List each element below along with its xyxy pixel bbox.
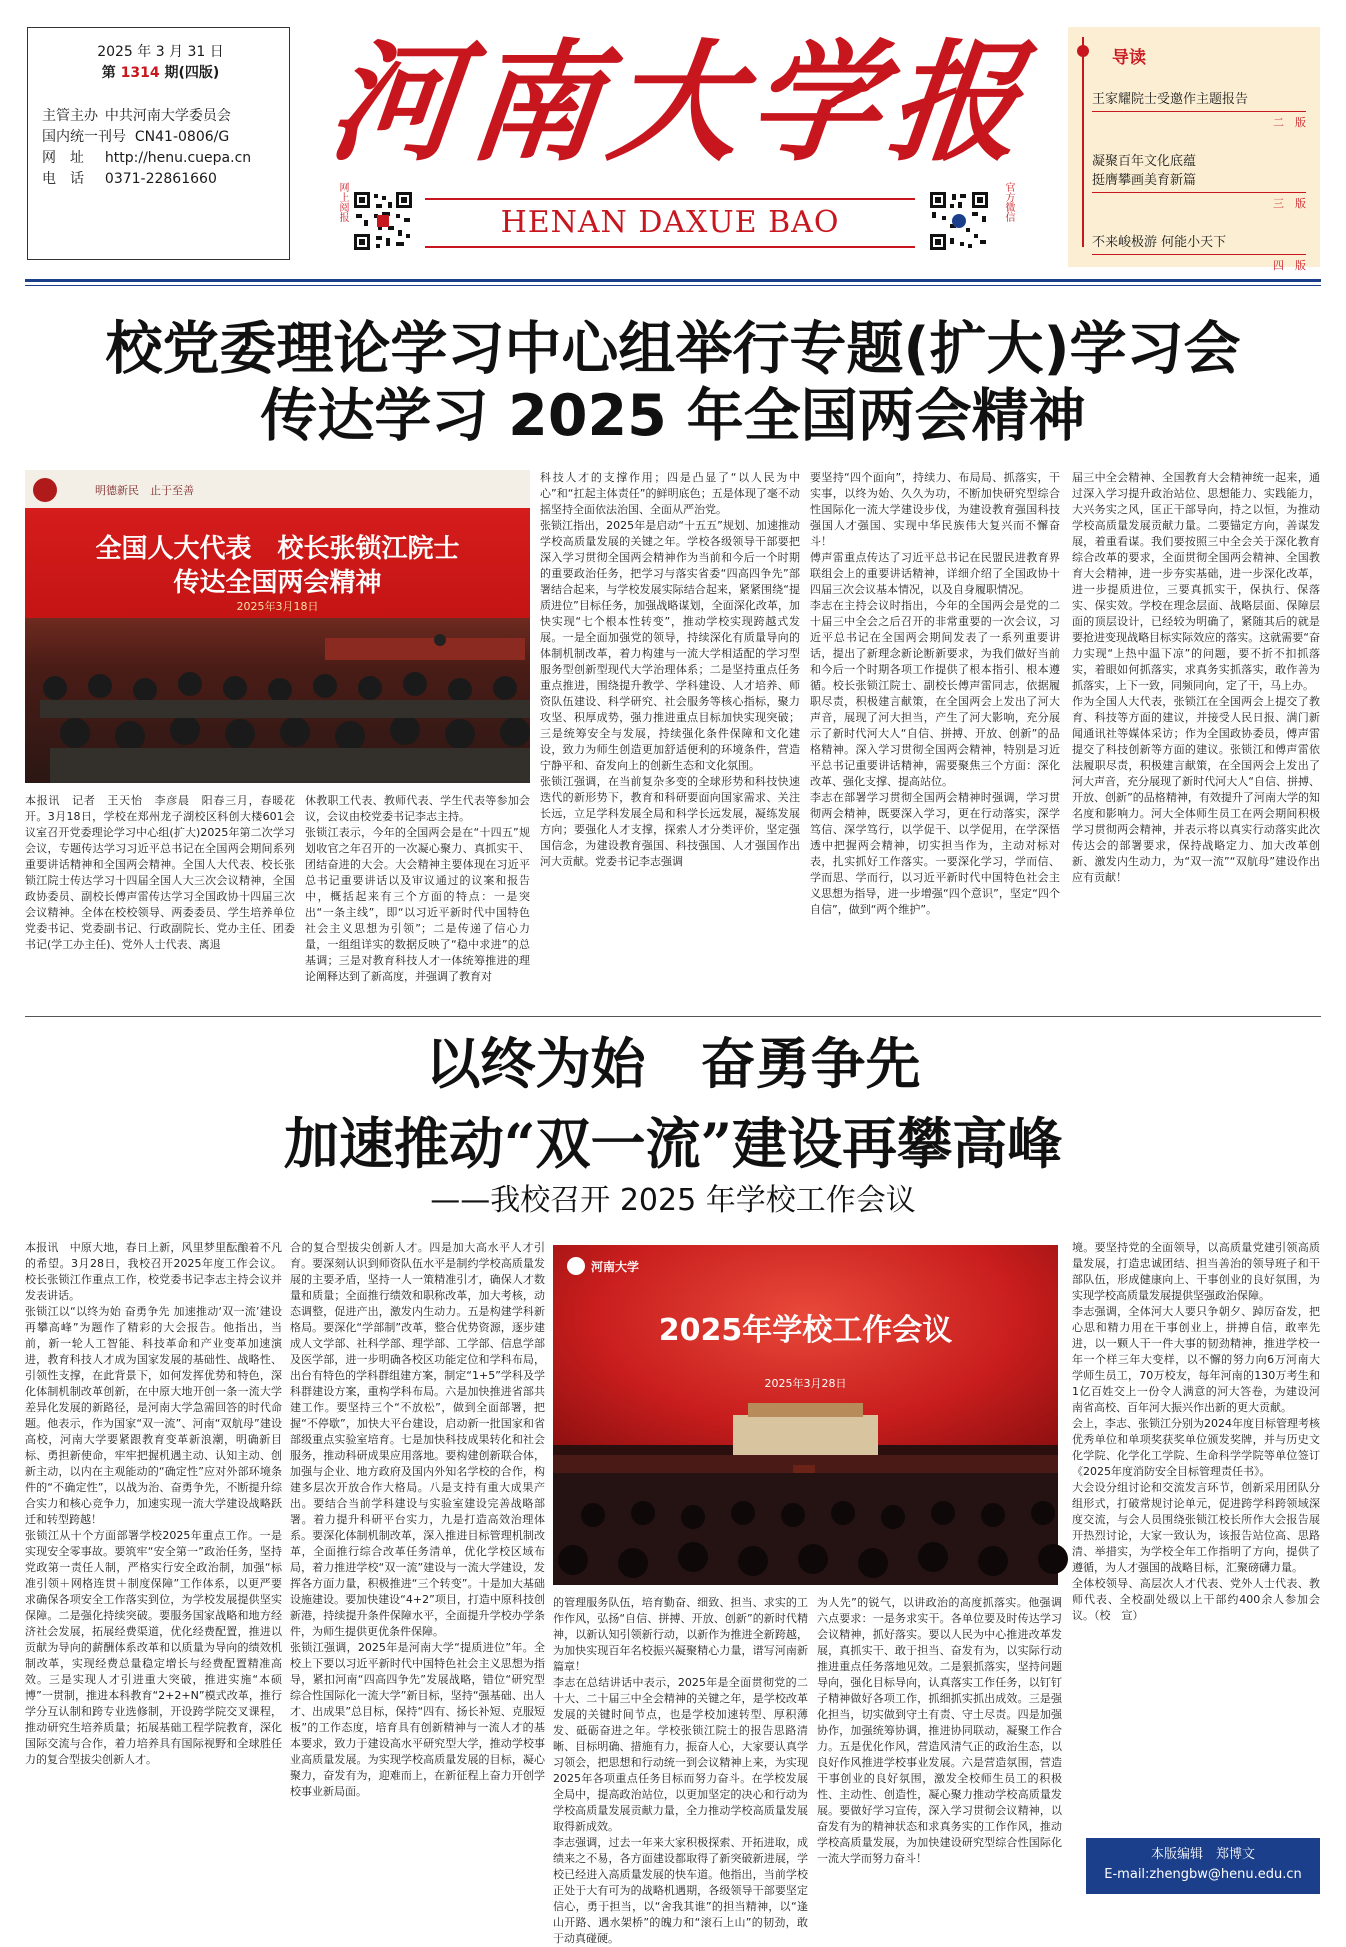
article2-column-1: 本报讯 中原大地，春日上新，风里梦里酝酿着不凡的希望。3月28日，我校召开2025年度工作会议。校长张锁江作重点工作，校党委书记李志主持会议并发表讲话。 张锁江以“以终为始 奋勇争先 加速推动‘双一流’建设再攀高峰”为题作了精彩的大会报告。他指出，当前，新一轮人工智能、科技革命和产业变革加速演进，教育科技人才成为国家发展的基础性、战略性、引领性支撑，在此背景下，如何发挥优势和特色，深化体制机制改革创新，在中原大地开创一条一流大学差异化发展的新路径，是河南大学急需回答的时代命题。他表示，作为国家“双一流”、河南“双航母”建设高校，河南大学要紧跟教育变革新浪潮，明确新目标、勇担新使命，牢牢把握机遇主动、认知主动、创新主动，以内在主观能动的“确定性”应对外部环境条件的“不确定性”，以战为治、奋勇争先，不断提升综合实力和核心竞争力，加速实现一流大学建设战略跃迁和转型跨越！ 张锁江从十个方面部署学校2025年重点工作。一是实现安全零事故。要筑牢“安全第一”政治任务，坚持党政第一责任人制，严格实行安全政治制，加强“标准引领＋网格连贯＋制度保障”工作体系，以更严要求确保各项安全工作落实到位，为学校发展提供坚实保障。二是强化持续突破。要服务国家战略和地方经济社会发展，拓展经费渠道，优化经费配置，推进以贡献为导向的薪酬体系改革和以质量为导向的绩效机制改革，实现经费总量稳定增长与经费配置精准高效。三是实现人才引进重大突破，推进实施“本硕博”一贯制，推进本科教育“2+2+N”模式改革，推行学分互认制和跨专业选修制，开设跨学院交叉课程，推动研究生培养质量；拓展基础工程学院教育，深化国际交流与合作，着力培养具有国际视野和全球胜任力的复合型拔尖创新人才。 xyxy=(25,1241,282,1766)
article1-photo-audience xyxy=(25,618,530,783)
guide-dot-icon xyxy=(1077,45,1089,57)
article1-column-3: 科技人才的支撑作用；四是凸显了“以人民为中心”和“扛起主体责任”的鲜明底色；五是体现了毫不动摇坚持全面依法治国、全面从严治党。 张锁江指出，2025年是启动“十五五”规划、加速推动学校高质量发展的关键之年。学校各级领导干部要把深入学习贯彻全国两会精神作为当前和今后一个时期的重要政治任务，把学习与落实省委“四高四争先”部署结合起来，与学校发展实际结合起来，紧紧围绕“提质进位”目标任务，加强战略谋划，全面深化改革，加快实现“七个根本性转变”，推动学校实现跨越式发展。一是全面加强党的领导，持续深化有质量导向的体制机制改革，着力构建与一流大学相适配的学习型服务型创新型现代大学治理体系；二是坚持重点任务重点推进，围绕提升教学、学科建设、人才培养、师资队伍建设、科学研究、社会服务等核心指标，聚力攻坚、积厚成势，强力推进重点目标加快实现突破；三是统筹安全与发展，持续强化条件保障和文化建设，致力为师生创造更加舒适便利的环境条件，营造宁静平和、奋发向上的创新生态和文化氛围。 张锁江强调，在当前复杂多变的全球形势和科技快速迭代的新形势下，教育和科研要面向国家需求、关注长远，立足学科发展全局和科学长远发展，凝练发展方向；要强化人才支撑，探索人才分类评价，坚定强国信念，为建设教育强国、科技强国、人才强国作出河大贡献。党委书记李志强调 xyxy=(540,471,800,868)
editor-email[interactable]: E-mail:zhengbw@henu.edu.cn xyxy=(1104,1867,1302,1882)
guide-item[interactable]: 王家耀院士受邀作主题报告 二 版 xyxy=(1092,92,1306,129)
sponsor-row: 主管主办 中共河南大学委员会 xyxy=(42,108,231,124)
article2-column-3: 的管理服务队伍，培育勤奋、细致、担当、求实的工作作风，弘扬“自信、拼搏、开放、创新”的新时代精神，以新认知引领新行动，以新作为推进全新跨越，为加快实现百年名校振兴凝聚精心力量，谱写河南新篇章！ 李志在总结讲话中表示，2025年是全面贯彻党的二十大、二十届三中全会精神的关键之年，是学校改革发展的关键时间节点，也是学校加速转型、厚积薄发、砥砺奋进之年。学校张锁江院士的报告思路清晰、目标明确、措施有力，振奋人心，大家要认真学习领会，把思想和行动统一到会议精神上来，为实现2025年各项重点任务目标而努力奋斗。在学校发展全局中，提高政治站位，以更加坚定的决心和行动为学校高质量发展贡献力量，全力推动学校高质量发展取得新成效。 李志强调，过去一年来大家积极探索、开拓进取，成绩来之不易，各方面建设都取得了新突破新进展，学校已经进入高质量发展的快车道。他指出，当前学校正处于大有可为的战略机遇期，各级领导干部要坚定信心，勇于担当，以“舍我其谁”的担当精神，以“逢山开路、遇水架桥”的魄力和“滚石上山”的韧劲，敢于动真碰硬。 xyxy=(553,1596,808,1945)
guide-title: 导读 xyxy=(1112,48,1146,68)
qr-right-label: 官方微信 xyxy=(1003,182,1014,222)
qr-left-label: 网上阅报 xyxy=(337,182,348,222)
phone-row: 电 话 0371-22861660 xyxy=(42,171,217,187)
masthead-info-box xyxy=(27,27,290,260)
title-pinyin: HENAN DAXUE BAO xyxy=(500,205,840,240)
article1-column-2: 休教职工代表、教师代表、学生代表等参加会议，会议由校党委书记李志主持。 张锁江表示，今年的全国两会是在“十四五”规划收官之年召开的一次凝心聚力、真抓实干、团结奋进的大会。大会精神主要体现在习近平总书记重要讲话以及审议通过的议案和报告中，概括起来有三个方面的特点：一是突出“一条主线”，即“以习近平新时代中国特色社会主义思想为引领”；二是传递了信心力量，一组组详实的数据反映了“稳中求进”的总基调；三是对教育科技人才一体统筹推进的理论阐释达到了新高度，并强调了教育对 xyxy=(305,794,530,983)
issue-line: 第 1314 期(四版) xyxy=(101,65,220,81)
article2-photo-stage xyxy=(553,1395,1058,1585)
article1-column-5: 届三中全会精神、全国教育大会精神统一起来，通过深入学习提升政治站位、思想能力、实践能力，大兴务实之风，匡正干部导向，持之以恒，为推动学校高质量发展贡献力量。二要锚定方向，善谋发展，着重看谋。我们要按照三中全会关于深化教育综合改革的要求，全面贯彻全国两会精神、全国教育大会精神，进一步夯实基础，进一步深化改革，进一步提质进位，三要真抓实干，保执行、保落实、保实效。学校在理念层面、战略层面、保障层面的顶层设计，已经较为明确了，紧随其后的就是要抢进变现战略目标实际效应的落实。这就需要“奋力实现“上热中温下凉”的问题，要不折不扣抓落实，着眼如何抓落实，求真务实抓落实，敢作善为抓落实，上下一致，同频同向，定了干，马上办。 作为全国人大代表，张锁江在全国两会上提交了教育、科技等方面的建议，并接受人民日报、满门新闻通讯社等媒体采访；作为全国政协委员，傅声雷提交了科技创新等方面的建议。张锁江和傅声雷依法履职尽责，积极建言献策，在全国两会上发出了河大声音，充分展现了新时代河大人“自信、拼搏、开放、创新”的品格精神，有效提升了河南大学的知名度和影响力。河大全体师生员工在两会期间积极学习贯彻两会精神，并表示将以真实行动落实此次传达会的部署要求，保持战略定力、加大改革创新、激发内生动力，为“双一流”“双航母”建设作出应有贡献！ xyxy=(1072,471,1320,884)
article2-headline: 以终为始 奋勇争先 xyxy=(425,1031,921,1096)
editor-name: 本版编辑 郑博文 xyxy=(1150,1847,1255,1862)
article2-photo: 河南大学 2025年学校工作会议 2025年3月28日 xyxy=(553,1245,1058,1585)
masthead-rule-thin xyxy=(25,285,1321,286)
article-divider xyxy=(25,1016,1321,1017)
article1-column-1: 本报讯 记者 王天怡 李彦晨 阳春三月，春暖花开。3月18日，学校在郑州龙子湖校区科创大楼601会议室召开党委理论学习中心组(扩大)2025年第二次学习会议，专题传达学习习近平总书记在全国两会期间系列重要讲话精神和全国两会精神。全国人大代表、校长张锁江院士传达学习十四届全国人大三次会议精神，全国政协委员、副校长傅声雷传达学习全国政协十四届三次会议精神。全体在校校领导、两委委员、学生培养单位党委书记、党委副书记、行政副院长、党办主任、团委书记(学工办主任)、党外人士代表、离退 xyxy=(25,794,295,951)
article2-column-5: 境。要坚持党的全面领导，以高质量党建引领高质量发展，打造忠诚团结、担当善治的领导班子和干部队伍，形成健康向上、干事创业的良好氛围，为实现学校高质量发展提供坚强政治保障。 李志强调，全体河大人要只争朝夕、踔厉奋发，把心思和精力用在干事创业上，拼搏自信，敢率先进，以一颗人干一件大事的韧劲精神，推进学校一年一个样三年大变样，以不懈的努力向6万河南大学师生员工，70万校友，每年河南的130万考生和1亿百姓交上一份令人满意的河大答卷，为建设河南省高校、百年河大振兴作出新的更大贡献。 会上，李志、张锁江分别为2024年度目标管理考核优秀单位和单项奖获奖单位颁发奖牌，并与历史文化学院、化学化工学院、生命科学学院等单位签订《2025年度消防安全目标管理责任书》。 大会设分组讨论和交流发言环节，创新采用团队分组形式，打破常规讨论单元，促进跨学科跨领域深度交流，与会人员围绕张锁江校长所作大会报告展开热烈讨论，大家一致认为，该报告站位高、思路清、举措实，为学校全年工作指明了方向，提供了遵循，为人才强国的战略目标，汇聚磅礴力量。 全体校领导、高层次人才代表、党外人士代表、教师代表、全校副处级以上干部约400余人参加会议。（校 宣） xyxy=(1072,1241,1320,1622)
qr-code-wechat[interactable] xyxy=(928,190,990,256)
web-row: 网 址 http://henu.cuepa.cn xyxy=(42,150,252,166)
article1-column-4: 要坚持“四个面向”，持续力、布局局、抓落实，干实事，以终为始、久久为功，不断加快研究型综合性国际化一流大学建设步伐，为建设教育强国科技强国人才强国、实现中华民族伟大复兴而不懈奋斗！ 傅声雷重点传达了习近平总书记在民盟民进教育界联组会上的重要讲话精神，详细介绍了全国政协十四届三次会议基本情况，以及自身履职情况。 李志在主持会议时指出，今年的全国两会是党的二十届三中全会之后召开的非常重要的一次会议，习近平总书记在全国两会期间发表了一系列重要讲话，提出了新理念新论断新要求，为我们做好当前和今后一个时期各项工作提供了根本指引、根本遵循。校长张锁江院士、副校长傅声雷同志，依据履职尽责，积极建言献策，在全国两会上发出了河大声音，展现了河大担当，产生了河大影响，充分展示了新时代河大人“自信、拼搏、开放、创新”的品格精神。深入学习贯彻全国两会精神，特别是习近平总书记重要讲话精神，需要聚焦三个方面：深化改革、强化支撑、提高站位。 李志在部署学习贯彻全国两会精神时强调，学习贯彻两会精神，既要深入学习，更在行动落实，深学笃信、深学笃行，以学促干、以学促用，在学深悟透中把握两会精神，切实担当作为，主动对标对表，扎实抓好工作落实。一要深化学习，学而信、学而思、学而行，以习近平新时代中国特色社会主义思想为指导，进一步增强“四个意识”，坚定“四个自信”，做到“两个维护”。 xyxy=(810,471,1060,916)
article2-column-2: 合的复合型拔尖创新人才。四是加大高水平人才引育。要深刻认识到师资队伍水平是制约学校高质量发展的主要矛盾，坚持一人一策精准引才，确保人才数量和质量；全面推行绩效和职称改革，加大考核，动态调整，促进产出，激发内生动力。五是构建学科新格局。要深化“学部制”改革，整合优势资源，逐步建成人文学部、社科学部、理学部、工学部、信息学部及医学部，进一步明确各校区功能定位和学科布局，出台有特色的学科群组建方案，制定“1+5”学科及学科群建设方案，重构学科布局。六是加快推进省部共建工作。要坚持三个“不放松”，做到全面部署，把握“不停歇”，加快大平台建设，启动新一批国家和省部级重点实验室培育。七是加快科技成果转化和社会服务，推动科研成果应用落地。要构建创新联合体，加强与企业、地方政府及国内外知名学校的合作，构建多层次开放合作大格局。八是支持有重大成果产出。要结合当前学科建设与实验室建设完善战略部署。着力提升科研平台实力，九是打造高效治理体系。要深化体制机制改革，深入推进目标管理机制改革，全面推行综合改革任务清单，优化学校区域布局，着力推进学校“双一流”建设与一流大学建设，发挥各方面力量，积极推进“三个转变”。十是加大基础设施建设。要加快建设“4+2”项目，打造中原科技创新港，持续提升条件保障水平，全面提升学校办学条件，为师生提供更优条件保障。 张锁江强调，2025年是河南大学“提质进位”年。全校上下要以习近平新时代中国特色社会主义思想为指导，紧扣河南“四高四争先”发展战略，错位“研究型综合性国际化一流大学”新目标，坚持“强基础、出人才、出成果”总目标，保持“四有、扬长补短、克服短板”的工作态度，培育具有创新精神与一流人才的基本要求，致力于建设高水平研究型大学，推动学校事业高质量发展。为实现学校高质量发展的目标，凝心聚力，奋发有为，迎难而上，在新征程上奋力开创学校事业新局面。 xyxy=(290,1241,545,1798)
article2-column-4: 为人先”的锐气，以讲政治的高度抓落实。他强调六点要求：一是务求实干。各单位要及时传达学习会议精神，抓好落实。要以人民为中心推进改革发展，真抓实干、敢于担当、奋发有为，以实际行动推进重点任务落地见效。二是狠抓落实，坚持问题导向，强化目标导向，认真落实工作任务，以钉钉子精神做好各项工作，抓细抓实抓出成效。三是强化担当，切实做到守土有责、守土尽责。四是加强协作，加强统筹协调，推进协同联动，凝聚工作合力。五是优化作风，营造风清气正的政治生态，以良好作风推进学校事业发展。六是营造氛围，营造干事创业的良好氛围，激发全校师生员工的积极性、主动性、创造性，凝心聚力推动学校高质量发展。要做好学习宣传，深入学习贯彻会议精神，以奋发有为的精神状态和求真务实的工作作风，推动学校高质量发展，为加快建设研究型综合性国际化一流大学而努力奋斗！ xyxy=(817,1596,1062,1865)
article2-headline-line2: 加速推动“双一流”建设再攀高峰 xyxy=(283,1111,1063,1176)
article1-subheadline: 传达学习 2025 年全国两会精神 xyxy=(260,383,1086,449)
university-emblem-icon xyxy=(33,478,57,502)
editor-box xyxy=(1086,1838,1320,1894)
qr-code-reader[interactable] xyxy=(352,190,414,256)
article1-photo: 明德新民 止于至善 全国人大代表 校长张锁江院士 传达全国两会精神 2025年3月18日 xyxy=(25,470,530,783)
guide-item[interactable]: 不来峻极游 何能小天下 四 版 xyxy=(1092,235,1306,272)
pinyin-rule-top xyxy=(425,198,915,200)
article1-headline: 校党委理论学习中心组举行专题(扩大)学习会 xyxy=(105,316,1241,382)
website-link[interactable]: http://henu.cuepa.cn xyxy=(104,150,252,166)
guide-item[interactable]: 凝聚百年文化底蕴 挺膺攀画美育新篇 三 版 xyxy=(1092,154,1306,210)
cn-row: 国内统一刊号 CN41-0806/G xyxy=(42,129,230,145)
issue-date: 2025 年 3 月 31 日 xyxy=(97,44,224,60)
pinyin-rule-bottom xyxy=(425,246,915,248)
newspaper-title-logo: 河南大学报 xyxy=(322,26,1039,179)
issue-number: 1314 xyxy=(120,65,160,81)
guide-side-line xyxy=(1082,37,1084,247)
masthead-rule xyxy=(25,279,1321,282)
article2-subheadline: ——我校召开 2025 年学校工作会议 xyxy=(430,1183,916,1218)
university-emblem-icon xyxy=(567,1257,585,1275)
guide-box xyxy=(1068,27,1320,272)
